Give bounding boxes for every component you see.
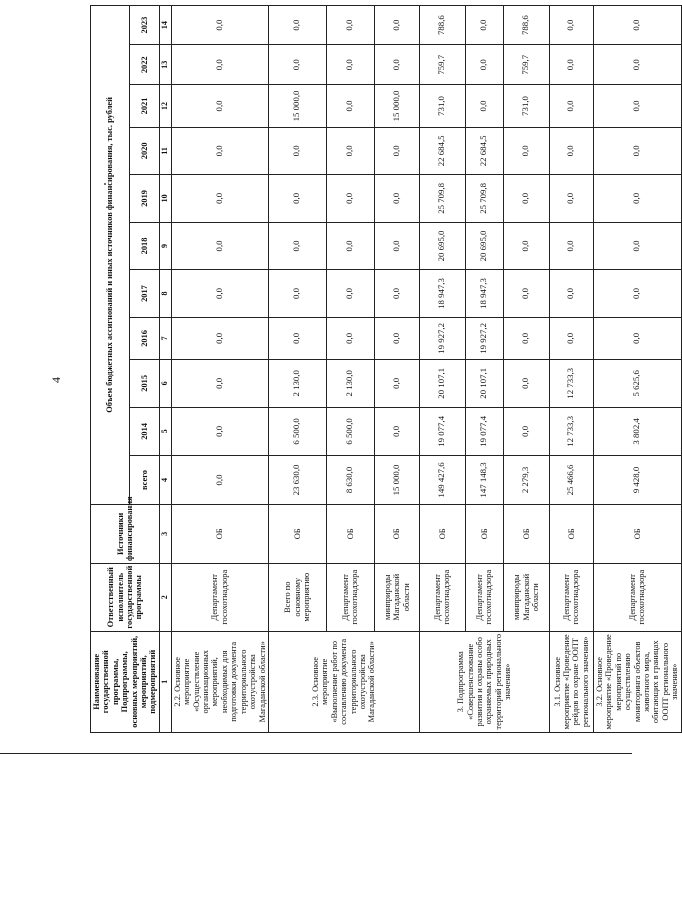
row-value: 0,0	[326, 222, 374, 270]
row-value: 0,0	[593, 175, 681, 223]
page-number: 4	[49, 377, 63, 383]
row-source: ОБ	[171, 504, 268, 563]
row-value: 0,0	[374, 317, 419, 359]
row-value: 0,0	[593, 317, 681, 359]
row-total: 0,0	[171, 456, 268, 505]
column-number: 3	[159, 504, 171, 563]
table-row	[171, 6, 268, 733]
row-value: 0,0	[503, 270, 549, 318]
row-value: 25 709,8	[419, 175, 465, 223]
row-value: 0,0	[268, 270, 326, 318]
row-source: ОБ	[374, 504, 419, 563]
row-value: 22 684,5	[419, 127, 465, 175]
column-number-row	[159, 6, 171, 733]
row-source: ОБ	[326, 504, 374, 563]
row-value: 0,0	[374, 222, 419, 270]
row-value: 0,0	[593, 127, 681, 175]
row-value: 0,0	[549, 175, 593, 223]
row-value: 5 625,6	[593, 360, 681, 408]
header-row-1	[91, 6, 130, 733]
row-value: 0,0	[374, 45, 419, 85]
row-value: 0,0	[268, 6, 326, 45]
row-value: 0,0	[326, 127, 374, 175]
header-year: 2020	[129, 127, 159, 175]
row-value: 731,0	[503, 85, 549, 127]
row-name: 2.2. Основное мероприятие «Осуществление организационных мероприятий, необходимых для подготовки документа территориального охотустройства Магаданской области»	[171, 631, 268, 732]
row-value: 2 130,0	[268, 360, 326, 408]
row-executor: Департамент госохотнадзора	[419, 563, 465, 631]
row-value: 788,6	[419, 6, 465, 45]
header-source: Источники финансирования	[91, 504, 160, 563]
row-value: 0,0	[503, 175, 549, 223]
column-number: 8	[159, 270, 171, 318]
row-value: 6 500,0	[326, 407, 374, 456]
row-value: 20 107,1	[465, 360, 503, 408]
row-name: 3.2. Основное мероприятие «Проведение мероприятий по осуществлению мониторинга объектов животного мира, обитающих в границах ООПТ регионального значения»	[593, 631, 681, 732]
row-value: 25 709,8	[465, 175, 503, 223]
column-number: 2	[159, 563, 171, 631]
column-number: 6	[159, 360, 171, 408]
header-volume: Объем бюджетных ассигнований и иных источников финансирования, тыс. рублей	[91, 6, 130, 505]
header-executor: Ответственный исполнитель государственной программы	[91, 563, 160, 631]
table-row	[374, 6, 419, 733]
row-value: 0,0	[465, 45, 503, 85]
row-value: 0,0	[593, 270, 681, 318]
row-value: 0,0	[171, 45, 268, 85]
header-year: 2021	[129, 85, 159, 127]
row-value: 0,0	[503, 127, 549, 175]
row-value: 0,0	[465, 6, 503, 45]
row-value: 0,0	[326, 85, 374, 127]
row-value: 0,0	[549, 317, 593, 359]
row-value: 0,0	[268, 45, 326, 85]
row-value: 20 107,1	[419, 360, 465, 408]
table-row	[549, 6, 593, 733]
row-total: 15 000,0	[374, 456, 419, 505]
row-executor: минприроды Магаданской области	[503, 563, 549, 631]
row-value: 19 077,4	[465, 407, 503, 456]
header-year: 2023	[129, 6, 159, 45]
row-value: 0,0	[593, 6, 681, 45]
row-value: 0,0	[465, 85, 503, 127]
row-value: 759,7	[419, 45, 465, 85]
row-value: 0,0	[326, 175, 374, 223]
row-value: 19 927,2	[419, 317, 465, 359]
row-value: 0,0	[374, 6, 419, 45]
row-source: ОБ	[593, 504, 681, 563]
row-source: ОБ	[549, 504, 593, 563]
header-name: Наименование государственной программы, Подпрограммы, основных мероприятий, мероприятий, подмероприятий	[91, 631, 160, 732]
page-divider-line	[0, 753, 632, 754]
row-total: 149 427,6	[419, 456, 465, 505]
row-value: 0,0	[503, 317, 549, 359]
row-value: 0,0	[549, 6, 593, 45]
column-number: 1	[159, 631, 171, 732]
column-number: 7	[159, 317, 171, 359]
row-value: 0,0	[503, 222, 549, 270]
row-executor: Департамент госохотнадзора	[465, 563, 503, 631]
table-row	[419, 6, 465, 733]
row-source: ОБ	[419, 504, 465, 563]
header-year: 2017	[129, 270, 159, 318]
row-value: 15 000,0	[374, 85, 419, 127]
row-value: 0,0	[549, 270, 593, 318]
row-value: 0,0	[268, 175, 326, 223]
row-total: 9 428,0	[593, 456, 681, 505]
row-executor: Департамент госохотнадзора	[326, 563, 374, 631]
row-value: 19 927,2	[465, 317, 503, 359]
row-value: 0,0	[171, 317, 268, 359]
row-executor: Департамент госохотнадзора	[171, 563, 268, 631]
table-row	[503, 6, 549, 733]
row-value: 0,0	[326, 317, 374, 359]
column-number: 5	[159, 407, 171, 456]
row-source: ОБ	[268, 504, 326, 563]
table-row	[326, 6, 374, 733]
row-name: 2.3. Основное мероприятие «Выполнение работ по составлению документа территориального охотустройства Магаданской области»	[268, 631, 419, 732]
row-value: 788,6	[503, 6, 549, 45]
row-value: 0,0	[549, 45, 593, 85]
row-value: 0,0	[171, 6, 268, 45]
financing-table	[90, 5, 682, 733]
row-value: 0,0	[171, 222, 268, 270]
row-executor: минприроды Магаданской области	[374, 563, 419, 631]
row-value: 19 077,4	[419, 407, 465, 456]
row-value: 0,0	[326, 270, 374, 318]
header-year: 2018	[129, 222, 159, 270]
row-value: 0,0	[268, 317, 326, 359]
header-year: 2014	[129, 407, 159, 456]
row-value: 0,0	[326, 45, 374, 85]
row-total: 8 630,0	[326, 456, 374, 505]
row-total: 23 630,0	[268, 456, 326, 505]
table-row	[593, 6, 681, 733]
row-name: 3.1. Основное мероприятие «Проведение рейдов по охране ООПТ регионального значения»	[549, 631, 593, 732]
row-value: 0,0	[549, 222, 593, 270]
row-value: 20 695,0	[419, 222, 465, 270]
row-value: 0,0	[268, 127, 326, 175]
column-number: 11	[159, 127, 171, 175]
row-value: 0,0	[374, 360, 419, 408]
rotated-table-container	[90, 5, 680, 733]
row-total: 147 148,3	[465, 456, 503, 505]
column-number: 12	[159, 85, 171, 127]
row-value: 0,0	[593, 85, 681, 127]
row-value: 12 733,3	[549, 407, 593, 456]
row-value: 2 130,0	[326, 360, 374, 408]
row-value: 12 733,3	[549, 360, 593, 408]
column-number: 10	[159, 175, 171, 223]
row-value: 22 684,5	[465, 127, 503, 175]
row-value: 0,0	[374, 175, 419, 223]
row-value: 3 802,4	[593, 407, 681, 456]
row-value: 0,0	[374, 270, 419, 318]
header-year: 2015	[129, 360, 159, 408]
row-name: 3. Подпрограмма «Совершенствование развития и охраны особо охраняемых природных территорий регионального значения»	[419, 631, 549, 732]
row-value: 0,0	[326, 6, 374, 45]
row-value: 18 947,3	[465, 270, 503, 318]
row-value: 0,0	[171, 270, 268, 318]
header-year: 2022	[129, 45, 159, 85]
header-total: всего	[129, 456, 159, 505]
row-source: ОБ	[503, 504, 549, 563]
row-value: 0,0	[171, 175, 268, 223]
row-value: 0,0	[503, 360, 549, 408]
row-value: 731,0	[419, 85, 465, 127]
row-value: 759,7	[503, 45, 549, 85]
row-total: 25 466,6	[549, 456, 593, 505]
column-number: 4	[159, 456, 171, 505]
header-year: 2019	[129, 175, 159, 223]
row-value: 0,0	[171, 85, 268, 127]
table-row	[465, 6, 503, 733]
row-value: 0,0	[593, 222, 681, 270]
row-value: 15 000,0	[268, 85, 326, 127]
row-value: 0,0	[374, 407, 419, 456]
row-value: 0,0	[503, 407, 549, 456]
row-executor: Всего по основному мероприятию	[268, 563, 326, 631]
row-total: 2 279,3	[503, 456, 549, 505]
row-value: 0,0	[549, 127, 593, 175]
row-executor: Департамент госохотнадзора	[593, 563, 681, 631]
row-value: 0,0	[268, 222, 326, 270]
column-number: 14	[159, 6, 171, 45]
row-source: ОБ	[465, 504, 503, 563]
table-row	[268, 6, 326, 733]
row-value: 0,0	[374, 127, 419, 175]
row-value: 0,0	[171, 407, 268, 456]
row-value: 0,0	[171, 127, 268, 175]
row-value: 18 947,3	[419, 270, 465, 318]
row-value: 0,0	[549, 85, 593, 127]
column-number: 9	[159, 222, 171, 270]
column-number: 13	[159, 45, 171, 85]
row-value: 6 500,0	[268, 407, 326, 456]
header-year: 2016	[129, 317, 159, 359]
row-value: 0,0	[593, 45, 681, 85]
row-value: 20 695,0	[465, 222, 503, 270]
row-value: 0,0	[171, 360, 268, 408]
row-executor: Департамент госохотнадзора	[549, 563, 593, 631]
